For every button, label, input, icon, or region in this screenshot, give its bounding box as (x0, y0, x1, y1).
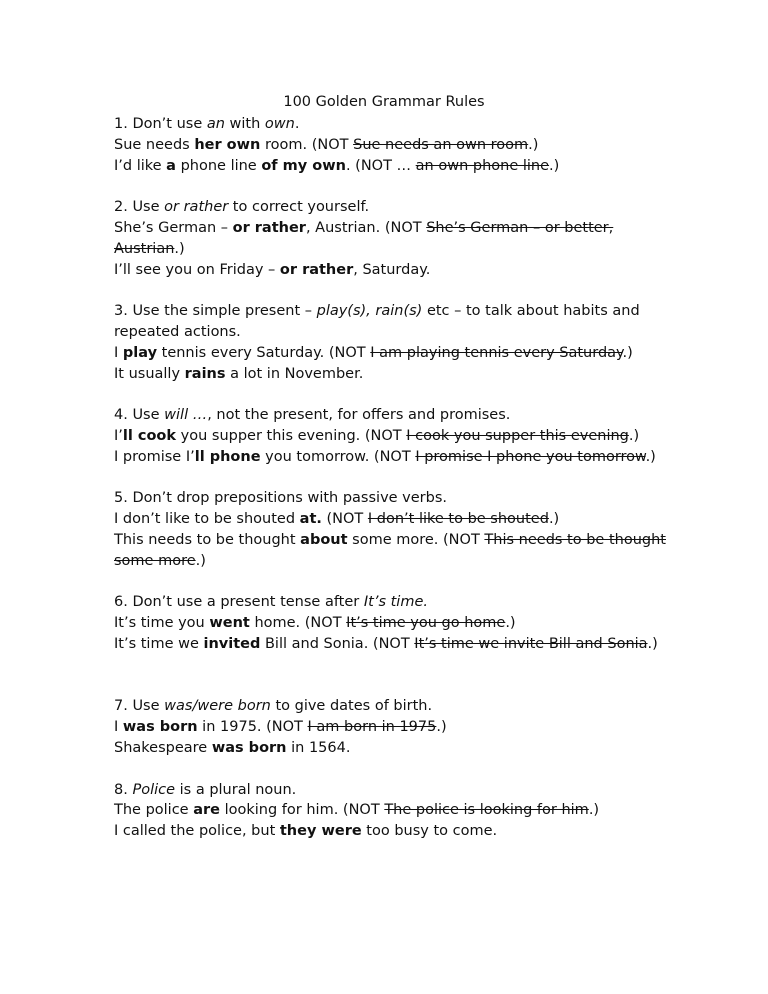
rule-8-heading: 8. Police is a plural noun. (114, 781, 297, 798)
rule-6-heading: 6. Don’t use a present tense after It’s time. (114, 594, 428, 611)
rule-7-example-1: I was born in 1975. (NOT I am born in 1975.) (114, 719, 447, 736)
rule-8 (114, 780, 654, 842)
incorrect-example: It’s time you go home (346, 615, 506, 632)
incorrect-example: The police is looking for him (384, 802, 589, 819)
incorrect-example: I don’t like to be shouted (367, 511, 549, 528)
rule-5-example-2: This needs to be thought about some more. (NOT This needs to be thought (114, 531, 666, 548)
rule-3-heading: 3. Use the simple present – play(s), rain(s) etc – to talk about habits and (114, 303, 640, 320)
document-body (114, 114, 666, 863)
incorrect-example: some more (114, 552, 196, 569)
rule-6-example-1: It’s time you went home. (NOT It’s time you go home.) (114, 615, 516, 632)
rule-5-example-1: I don’t like to be shouted at. (NOT I don’t like to be shouted.) (114, 511, 560, 528)
rule-5-heading: 5. Don’t drop prepositions with passive verbs. (114, 490, 448, 507)
rule-3-example-1: I play tennis every Saturday. (NOT I am playing tennis every Saturday.) (114, 344, 633, 361)
rule-2-example-1-cont: Austrian.) (114, 240, 185, 257)
rule-2-example-1: She’s German – or rather, Austrian. (NOT She’s German – or better, (114, 219, 614, 236)
rule-4-example-1: I’ll cook you supper this evening. (NOT I cook you supper this evening.) (114, 427, 640, 444)
document-title: 100 Golden Grammar Rules (283, 94, 485, 110)
rule-3-heading-cont: repeated actions. (114, 323, 241, 340)
rule-1 (114, 114, 654, 176)
incorrect-example: I promise I phone you tomorrow (415, 448, 646, 465)
rule-7 (114, 696, 654, 758)
incorrect-example: It’s time we invite Bill and Sonia (414, 635, 648, 652)
rule-8-example-2: I called the police, but they were too busy to come. (114, 823, 498, 840)
rule-6 (114, 592, 658, 654)
rule-2-example-2: I’ll see you on Friday – or rather, Saturday. (114, 261, 431, 278)
rule-6-example-2: It’s time we invited Bill and Sonia. (NOT It’s time we invite Bill and Sonia.) (114, 635, 658, 652)
rule-1-heading: 1. Don’t use an with own. (114, 116, 300, 132)
rule-8-example-1: The police are looking for him. (NOT The police is looking for him.) (114, 802, 600, 819)
rule-4 (114, 405, 654, 467)
incorrect-example: I am playing tennis every Saturday (370, 344, 623, 361)
incorrect-example: I cook you supper this evening (406, 427, 629, 444)
rule-2 (114, 197, 654, 280)
incorrect-example: an own phone line (415, 157, 550, 174)
rule-5 (114, 488, 666, 571)
rule-4-heading: 4. Use will …, not the present, for offers and promises. (114, 407, 511, 424)
rule-3-example-2: It usually rains a lot in November. (114, 365, 364, 382)
incorrect-example: She’s German – or better, (426, 219, 614, 236)
incorrect-example: Austrian (114, 240, 175, 257)
rule-4-example-2: I promise I’ll phone you tomorrow. (NOT I promise I phone you tomorrow.) (114, 448, 656, 465)
incorrect-example: This needs to be thought (484, 531, 666, 548)
rule-3 (114, 301, 654, 384)
incorrect-example: Sue needs an own room (353, 136, 529, 153)
rule-2-heading: 2. Use or rather to correct yourself. (114, 199, 370, 216)
rule-1-example-1: Sue needs her own room. (NOT Sue needs an own room.) (114, 136, 539, 153)
rule-1-example-2: I’d like a phone line of my own. (NOT … an own phone line.) (114, 157, 560, 174)
rule-7-heading: 7. Use was/were born to give dates of birth. (114, 698, 433, 715)
incorrect-example: I am born in 1975 (307, 719, 437, 736)
rule-5-example-2-cont: some more.) (114, 552, 206, 569)
rule-7-example-2: Shakespeare was born in 1564. (114, 739, 351, 756)
